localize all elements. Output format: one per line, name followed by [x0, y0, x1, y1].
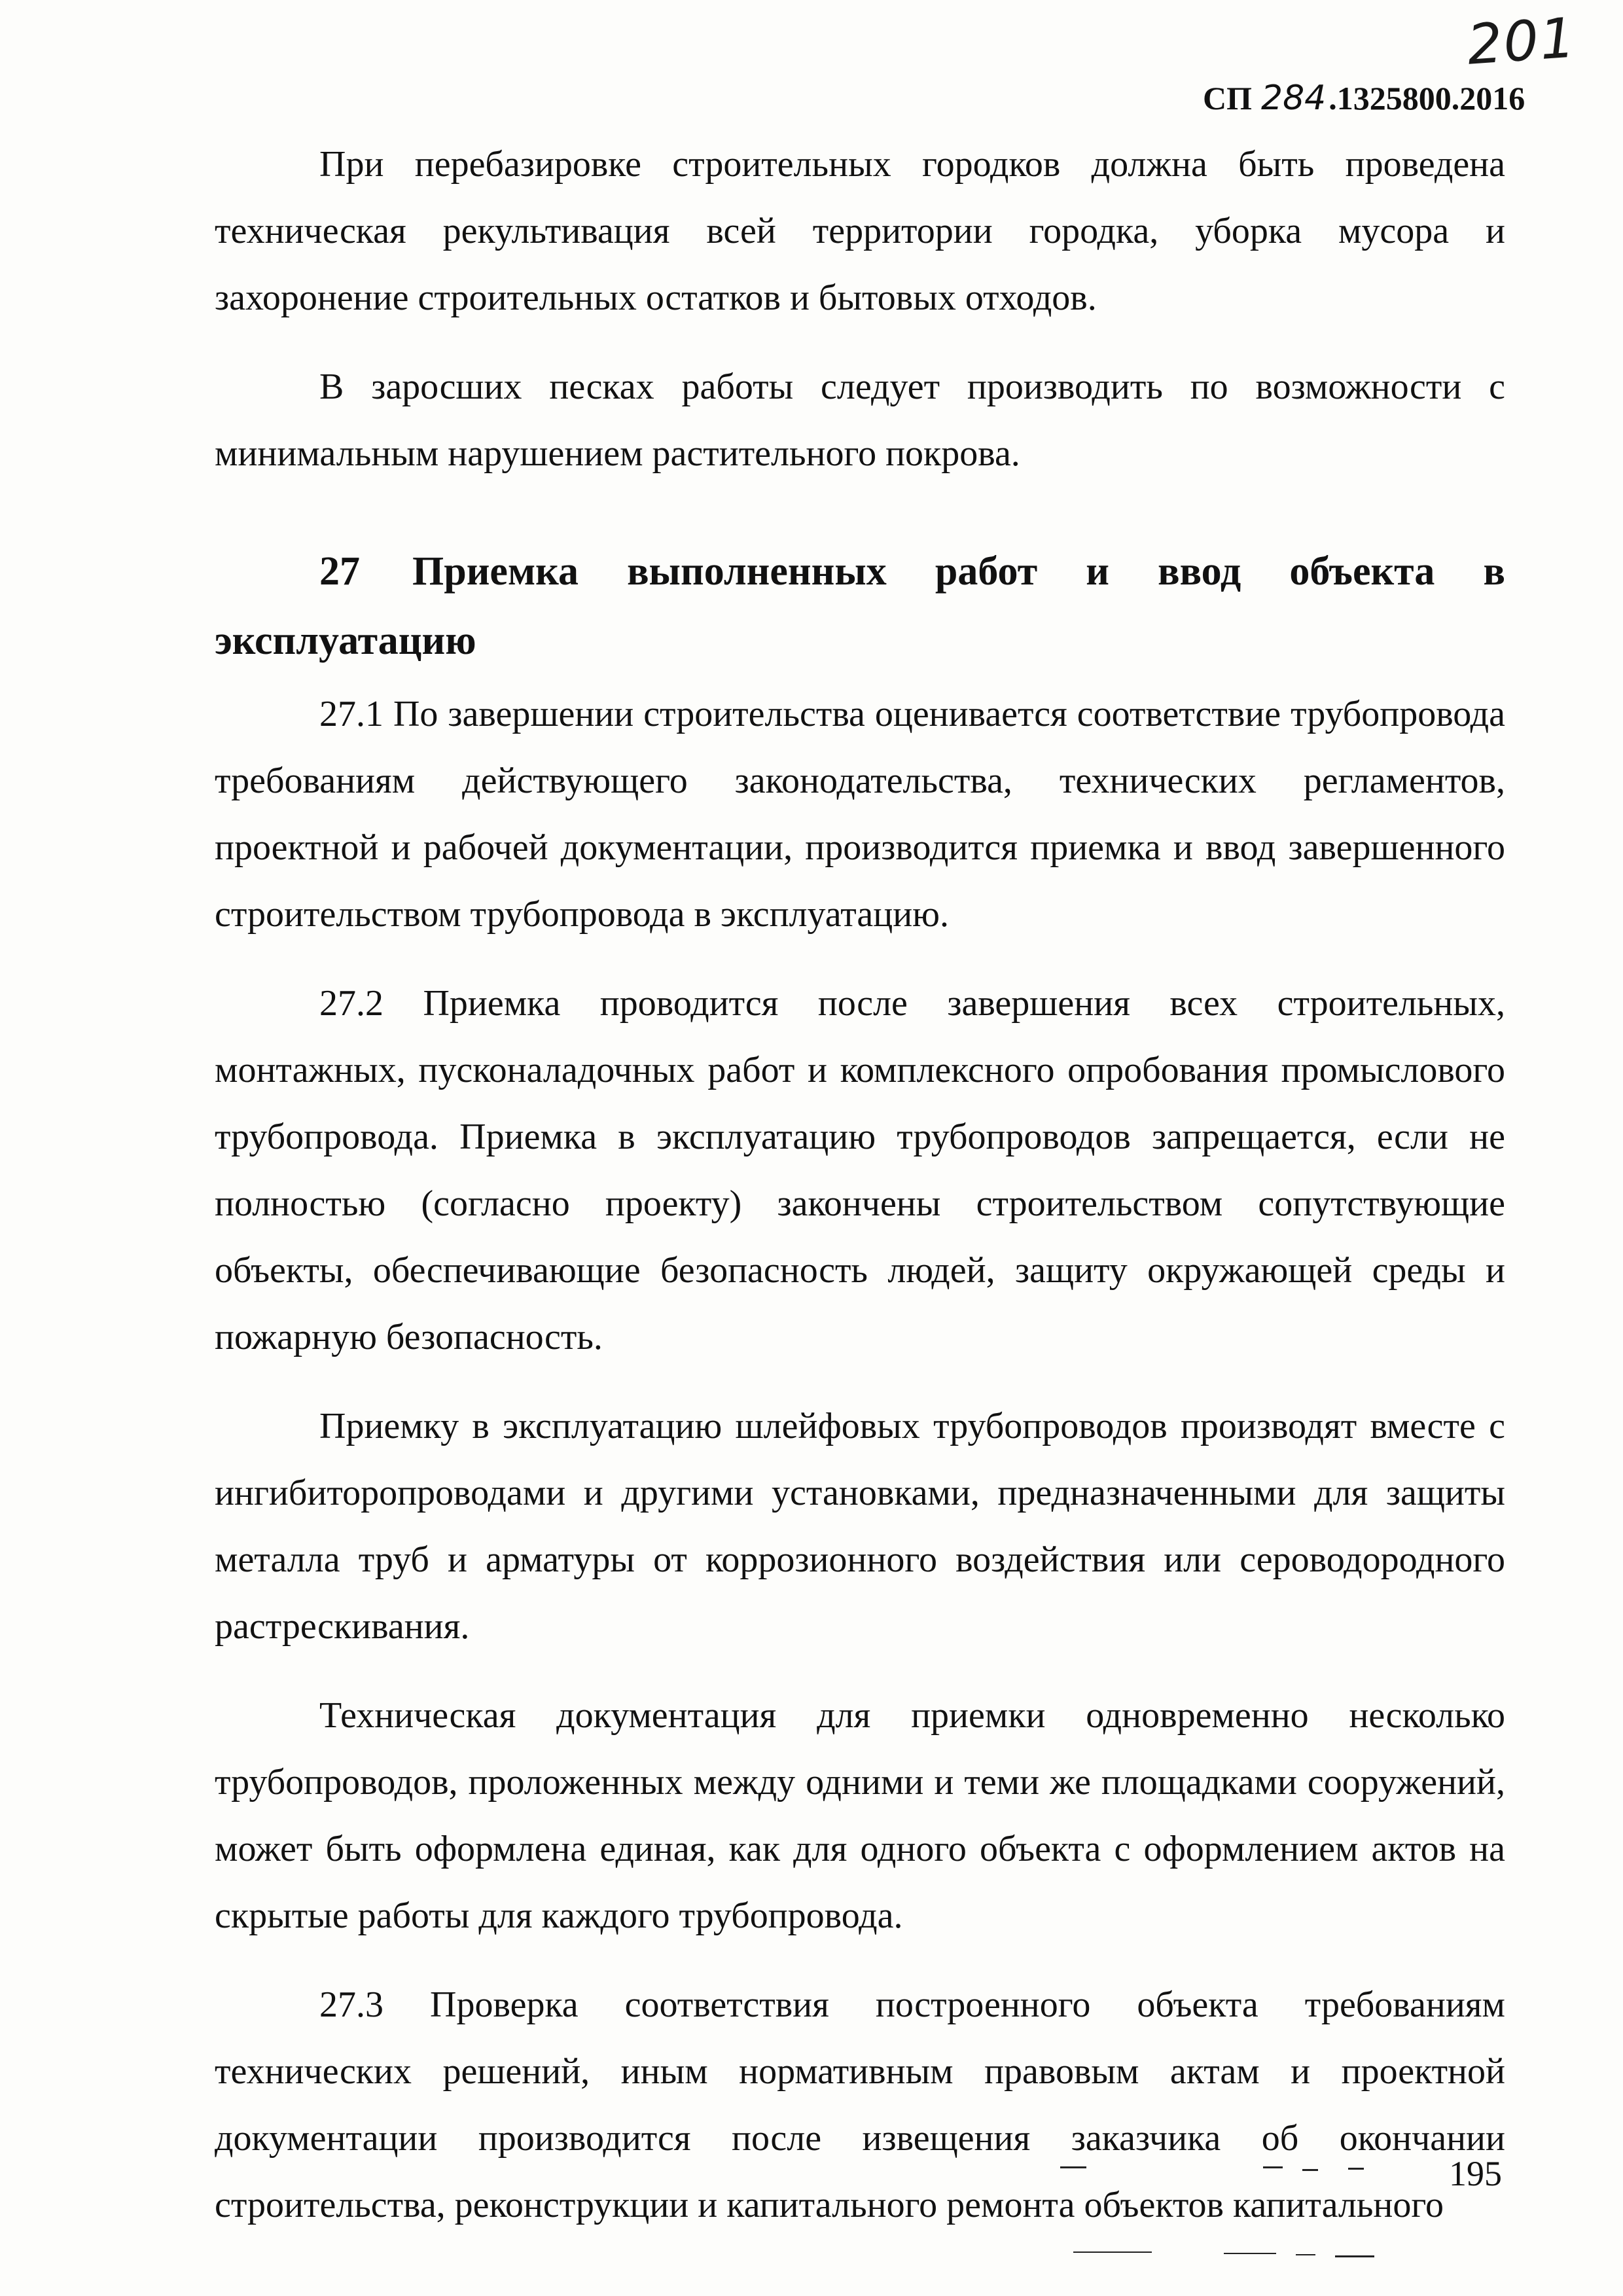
paragraph: 27.2 Приемка проводится после завершения всех строительных, монтажных, пусконаладочных работ и комплексного опробования промыслового трубопровода. Приемка в эксплуатацию трубопроводов запрещается, если не полностью (согласно проекту) закончены строительством сопутствующие объекты, обеспечивающие безопасность людей, защиту окружающей среды и пожарную безопасность.	[215, 983, 1505, 1357]
intro-text	[215, 131, 1505, 509]
paragraph: Техническая документация для приемки одновременно несколько трубопроводов, проложенных между одними и теми же площадками сооружений, может быть оформлена единая, как для одного объекта с оформлением актов на скрытые работы для каждого трубопровода.	[215, 1695, 1505, 1936]
doc-code-suffix: .1325800.2016	[1329, 80, 1525, 117]
paragraph: Приемку в эксплуатацию шлейфовых трубопроводов производят вместе с ингибиторопроводами и другими установками, предназначенными для защиты металла труб и арматуры от коррозионного воздействия или сероводородного растрескивания.	[215, 1406, 1505, 1647]
paragraph: 27.1 По завершении строительства оценивается соответствие трубопровода требованиям действующего законодательства, технических регламентов, проектной и рабочей документации, производится приемка и ввод завершенного строительством трубопровода в эксплуатацию.	[215, 694, 1505, 935]
body-text	[215, 681, 1505, 2261]
scan-artifact	[1224, 2253, 1276, 2254]
section-heading	[215, 537, 1505, 675]
document-code	[1203, 79, 1525, 118]
scan-artifact	[1302, 2169, 1318, 2171]
doc-code-prefix: СП	[1203, 80, 1252, 117]
section-title: Приемка выполненных работ и ввод объекта в эксплуатацию	[215, 549, 1505, 663]
scan-artifact	[1060, 2166, 1086, 2168]
section-number: 27	[319, 549, 360, 594]
scan-artifact	[1073, 2251, 1152, 2253]
paragraph: При перебазировке строительных городков должна быть проведена техническая рекультивация всей территории городка, уборка мусора и захоронение строительных остатков и бытовых отходов.	[215, 144, 1505, 318]
scan-artifact	[1263, 2166, 1283, 2168]
doc-code-handwritten: 284	[1261, 79, 1327, 118]
scan-artifact	[1348, 2168, 1364, 2170]
page-number: 195	[1449, 2154, 1502, 2193]
paragraph: 27.3 Проверка соответствия построенного объекта требованиям технических решений, иным нормативным правовым актам и проектной документации производится после извещения заказчика об окончании строительства, реконструкции и капитального ремонта объектов капитального	[215, 1984, 1505, 2225]
scan-artifact	[1296, 2254, 1315, 2255]
handwritten-sheet-number: 201	[1465, 5, 1578, 77]
paragraph: В заросших песках работы следует производить по возможности с минимальным нарушением растительного покрова.	[215, 367, 1505, 474]
scan-artifact	[1335, 2255, 1374, 2257]
